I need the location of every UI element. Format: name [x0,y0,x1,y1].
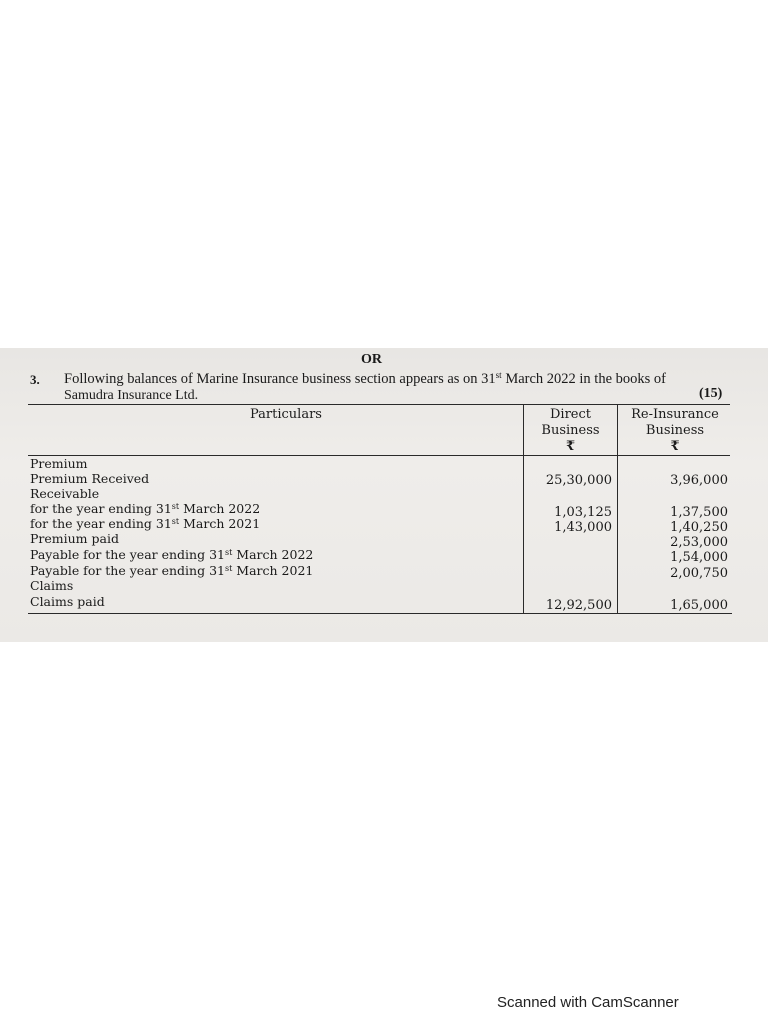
header-rule [28,455,730,456]
direct-receivable-2022: 1,03,125 [554,505,612,520]
row-label-payable-2022: Payable for the year ending 31st March 2022 [30,547,314,562]
reins-premium-received: 3,96,000 [670,473,728,488]
row-label-claims-paid: Claims paid [30,594,105,609]
header-reinsurance-line1: Re-Insurance [631,407,719,422]
row-label-premium-received: Premium Received [30,471,150,486]
row-label-receivable: Receivable [30,486,100,501]
header-direct-unit: ₹ [565,439,576,454]
reins-receivable-2021: 1,40,250 [670,520,728,535]
row-label-receivable-2021: for the year ending 31st March 2021 [30,516,261,531]
row-label-receivable-2022: for the year ending 31st March 2022 [30,501,261,516]
question-number: 3. [30,372,40,387]
camscanner-watermark: Scanned with CamScanner [497,994,679,1011]
marks: (15) [699,386,723,401]
reins-receivable-2022: 1,37,500 [670,505,728,520]
row-label-premium: Premium [30,456,88,471]
header-particulars: Particulars [250,407,322,422]
or-heading: OR [361,352,382,367]
row-label-premium-paid: Premium paid [30,531,119,546]
row-label-payable-2021: Payable for the year ending 31st March 2021 [30,563,314,578]
reins-premium-paid: 2,53,000 [670,535,728,550]
row-label-claims: Claims [30,578,74,593]
direct-receivable-2021: 1,43,000 [554,520,612,535]
header-reinsurance-line2: Business [645,423,705,438]
table-top-rule [28,404,730,405]
direct-claims-paid: 12,92,500 [545,598,612,613]
question-text-line1: Following balances of Marine Insurance business section appears as on 31st March 2022 in the books of [64,370,666,387]
direct-premium-received: 25,30,000 [545,473,612,488]
header-reinsurance-unit: ₹ [670,439,680,454]
reins-payable-2021: 2,00,750 [670,566,728,581]
reins-claims-paid: 1,65,000 [670,598,728,613]
question-text-line2: Samudra Insurance Ltd. [64,388,199,403]
table-bottom-rule [28,613,732,614]
header-direct-line1: Direct [550,407,591,422]
header-direct-line2: Business [541,423,600,438]
reins-payable-2022: 1,54,000 [670,550,728,565]
